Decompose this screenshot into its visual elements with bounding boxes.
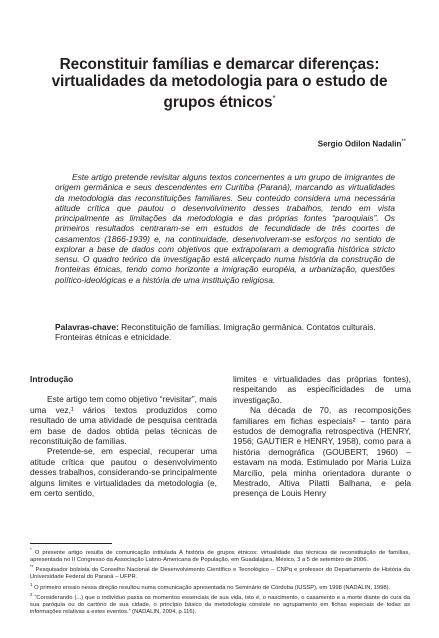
section-heading: Introdução xyxy=(30,374,74,384)
footnote-marker: 1 xyxy=(30,581,33,587)
footnote-text: “Considerando (...) que o indivíduo passa os momentos essenciais de sua vida, isto é, o nascimento, o casamento e a morte diante do cura da sua paróquia ou do cartório de sua cidade, o princípio básico da metodologia consiste no agrupamento em fichas especiais de todas as informações relativas a estes eventos.” (NADALIN, 2004, p.116). xyxy=(30,595,410,615)
footnotes xyxy=(30,547,410,616)
body-paragraph: limites e virtualidades das próprias fontes), respeitando as especificidades de uma investigação. xyxy=(233,374,411,405)
footnote-text: O presente artigo resulta de comunicação intitulada A história de grupos étnicos: virtualidade das técnicas de reconstituição de famílias, apresentada no II Congresso da Associação Latino-Americana de População, em Guadalajara, México, 3 a 5 de setembro de 2006. xyxy=(30,549,410,563)
keywords xyxy=(55,322,395,343)
author-name: Sergio Odilon Nadalin xyxy=(317,139,402,149)
author-byline xyxy=(318,139,406,149)
footnote-marker: 2 xyxy=(30,592,33,598)
body-paragraph: Este artigo tem como objetivo “revisitar”, mais uma vez,¹ vários textos produzidos como resultado de uma atividade de pesquisa centrada em base de dados obtida pelas técnicas de reconstituição de famílias. xyxy=(30,394,217,447)
footnote xyxy=(30,592,410,616)
footnote-marker: * xyxy=(30,547,32,552)
footnote xyxy=(30,582,410,592)
footnote-text: Pesquisador bolsista do Conselho Nacional de Desenvolvimento Científico e Tecnológico – CNPq e professor do Departamento de História da Universidade Federal do Paraná – UFPR. xyxy=(30,567,410,581)
abstract: Este artigo pretende revisitar alguns textos concernentes a um grupo de imigrantes de origem germânica e seus descendentes em Curitiba (Paraná), marcando as virtualidades da metodologia das reconstituições familiares. Seu conteúdo considera uma necessária atitude crítica que pautou o desenvolvimento desses trabalhos, tendo em vista principalmente as limitações da metodologia e das próprias fontes “paroquiais”. Os primeiros resultados centraram-se em estudos de fecundidade de três coortes de casamentos (1866-1939) e, na continuidade, desenvolveram-se esforços no sentido de explorar a base de dados com objetivos que extrapolaram a demografia histórica stricto sensu. O quadro teórico da investigação está alicerçado numa história da construção de fronteiras étnicas, tendo como horizonte a imigração européia, a urbanização, questões político-ideológicas e a história de uma instituição religiosa. xyxy=(55,172,395,285)
body-paragraph: Na década de 70, as recomposições familiares em fichas especiais² – tanto para estudos de demografia retrospectiva (HENRY, 1956; GAUTIER e HENRY, 1958), como para a história demográfica (GOUBERT, 1960) – estavam na moda. Estimulado por Maria Luiza Marcílio, pela minha orientadora durante o Mestrado, Altiva Pilatti Balhana, e pela presença de Louis Henry xyxy=(233,405,411,499)
footnote-marker: ** xyxy=(30,564,34,570)
footnote xyxy=(30,547,410,564)
body-column-right xyxy=(233,374,411,499)
footnote-text: O primeiro ensaio nessa direção resultou numa comunicação apresentada no Seminário de Córdoba (IUSSP), em 1998 (NADALIN, 1998). xyxy=(32,584,391,591)
article-title xyxy=(30,56,409,111)
footnote xyxy=(30,564,410,581)
title-footnote-marker: * xyxy=(272,94,276,103)
keywords-text: Reconstituição de famílias. Imigração germânica. Contatos culturais. Fronteiras étnicas e etnicidade. xyxy=(55,322,376,343)
title-line-3 xyxy=(30,90,409,111)
title-line-2: virtualidades da metodologia para o estudo de xyxy=(51,73,388,90)
author-footnote-marker: ** xyxy=(401,139,406,145)
body-paragraph: Pretende-se, em especial, recuperar uma atitude crítica que pautou o desenvolvimento desses trabalhos, considerando-se principalmente alguns limites e virtualidades da metodologia (e, em certo sentido, xyxy=(30,446,217,499)
title-line-3-text: grupos étnicos xyxy=(163,94,273,112)
keywords-label: Palavras-chave: xyxy=(55,322,119,332)
body-column-left xyxy=(30,374,217,498)
title-line-1: Reconstituir famílias e demarcar diferenças: xyxy=(59,56,380,73)
footnote-separator xyxy=(30,543,112,544)
